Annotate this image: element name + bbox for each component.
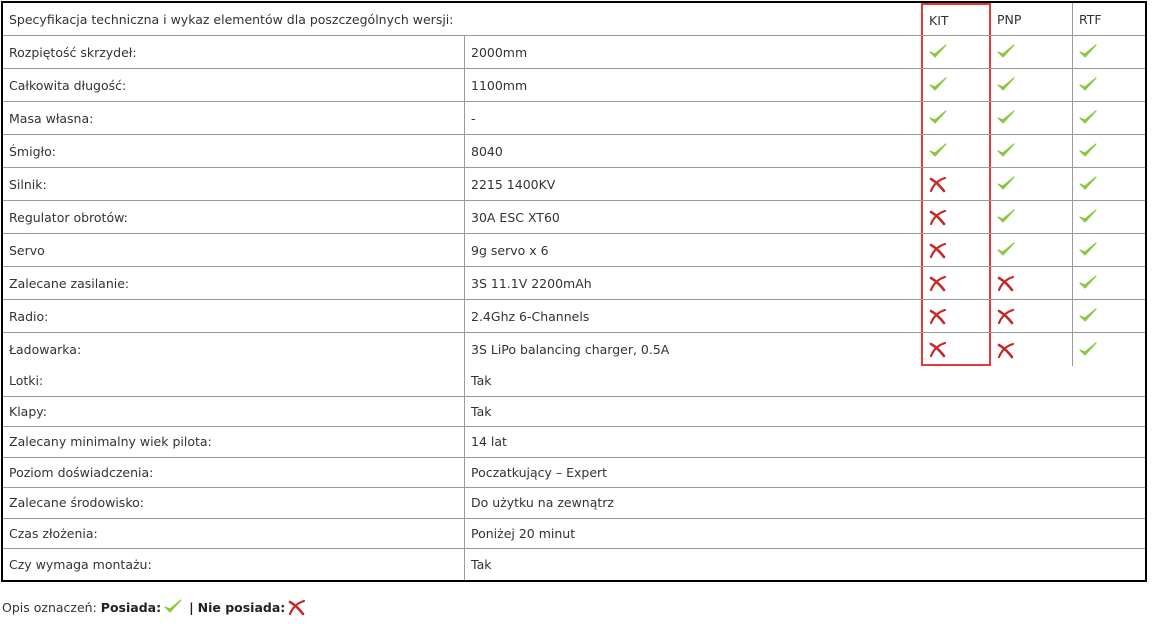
pnp-cell	[991, 168, 1073, 200]
info-value: Poniżej 20 minut	[471, 525, 576, 541]
spec-value: 2000mm	[471, 44, 528, 60]
check-icon	[928, 43, 948, 61]
table-row	[3, 333, 1145, 366]
rtf-cell	[1073, 36, 1145, 68]
kit-cell	[921, 201, 991, 233]
rtf-cell	[1073, 267, 1145, 299]
info-label: Klapy:	[3, 397, 465, 427]
pnp-cell	[991, 201, 1073, 233]
kit-cell	[921, 267, 991, 299]
kit-cell	[921, 135, 991, 167]
check-icon	[1078, 208, 1098, 226]
info-label: Zalecane środowisko:	[3, 488, 465, 518]
check-icon	[1078, 109, 1098, 127]
legend	[2, 598, 309, 616]
table-row	[3, 267, 1145, 300]
check-icon	[1078, 307, 1098, 325]
kit-cell	[921, 102, 991, 134]
pnp-cell	[991, 36, 1073, 68]
spec-label: Całkowita długość:	[3, 69, 465, 101]
legend-prefix: Opis oznaczeń:	[2, 599, 97, 615]
table-row	[3, 519, 1145, 550]
info-label: Czy wymaga montażu:	[3, 549, 465, 580]
table-row	[3, 488, 1145, 519]
pnp-cell	[991, 333, 1073, 366]
table-row	[3, 69, 1145, 102]
check-icon	[1078, 43, 1098, 61]
check-icon	[996, 241, 1016, 259]
cross-icon	[996, 274, 1016, 292]
cross-icon	[996, 307, 1016, 325]
info-label: Zalecany minimalny wiek pilota:	[3, 427, 465, 457]
check-icon	[928, 76, 948, 94]
info-label: Poziom doświadczenia:	[3, 458, 465, 488]
rtf-cell	[1073, 102, 1145, 134]
table-row	[3, 201, 1145, 234]
rtf-cell	[1073, 234, 1145, 266]
column-header-kit: KIT	[921, 3, 991, 35]
table-row	[3, 135, 1145, 168]
pnp-cell	[991, 234, 1073, 266]
pnp-cell	[991, 300, 1073, 332]
check-icon	[1078, 341, 1098, 359]
info-label: Lotki:	[3, 366, 465, 396]
info-rows	[3, 366, 1145, 580]
cross-icon	[928, 274, 948, 292]
check-icon	[1078, 76, 1098, 94]
spec-value: 30A ESC XT60	[471, 209, 560, 225]
table-row	[3, 168, 1145, 201]
rtf-cell	[1073, 201, 1145, 233]
table-row	[3, 427, 1145, 458]
spec-value: 2215 1400KV	[471, 176, 556, 192]
spec-label: Zalecane zasilanie:	[3, 267, 465, 299]
kit-cell	[921, 333, 991, 366]
spec-label: Śmigło:	[3, 135, 465, 167]
pnp-cell	[991, 69, 1073, 101]
rtf-cell	[1073, 333, 1145, 366]
pnp-cell	[991, 267, 1073, 299]
check-icon	[928, 109, 948, 127]
rtf-cell	[1073, 168, 1145, 200]
spec-table	[1, 1, 1147, 582]
info-value: 14 lat	[471, 434, 507, 450]
cross-icon	[287, 598, 307, 616]
check-icon	[996, 109, 1016, 127]
check-icon	[1078, 274, 1098, 292]
legend-has-label: Posiada:	[100, 599, 162, 615]
kit-cell	[921, 234, 991, 266]
cross-icon	[928, 307, 948, 325]
rtf-cell	[1073, 135, 1145, 167]
spec-label: Regulator obrotów:	[3, 201, 465, 233]
spec-rows	[3, 36, 1145, 366]
check-icon	[996, 76, 1016, 94]
spec-value: 3S LiPo balancing charger, 0.5A	[471, 342, 670, 357]
info-value: Tak	[471, 373, 492, 389]
cross-icon	[928, 241, 948, 259]
column-header-rtf: RTF	[1079, 11, 1102, 27]
check-icon	[996, 43, 1016, 61]
cross-icon	[928, 175, 948, 193]
table-title: Specyfikacja techniczna i wykaz elementów dla poszczególnych wersji:	[9, 11, 454, 27]
table-row	[3, 458, 1145, 489]
table-row	[3, 36, 1145, 69]
table-row	[3, 366, 1145, 397]
table-row	[3, 234, 1145, 267]
legend-not-has-label: Nie posiada:	[197, 599, 286, 615]
spec-value: 1100mm	[471, 77, 528, 93]
rtf-cell	[1073, 69, 1145, 101]
info-value: Tak	[471, 556, 492, 572]
check-icon	[996, 142, 1016, 160]
kit-cell	[921, 69, 991, 101]
check-icon	[928, 142, 948, 160]
cross-icon	[928, 208, 948, 226]
kit-cell	[921, 36, 991, 68]
kit-cell	[921, 168, 991, 200]
check-icon	[1078, 175, 1098, 193]
spec-label: Silnik:	[3, 168, 465, 200]
spec-label: Servo	[3, 234, 465, 266]
info-value: Do użytku na zewnątrz	[471, 495, 614, 511]
table-row	[3, 549, 1145, 580]
check-icon	[996, 208, 1016, 226]
cross-icon	[928, 340, 948, 358]
rtf-cell	[1073, 300, 1145, 332]
info-label: Czas złożenia:	[3, 519, 465, 549]
check-icon	[1078, 142, 1098, 160]
spec-value: 2.4Ghz 6-Channels	[471, 308, 590, 324]
pnp-cell	[991, 102, 1073, 134]
spec-value: 8040	[471, 143, 503, 159]
spec-label: Rozpiętość skrzydeł:	[3, 36, 465, 68]
spec-label: Ładowarka:	[3, 333, 465, 366]
info-value: Poczatkujący – Expert	[471, 464, 608, 480]
check-icon	[163, 598, 183, 616]
check-icon	[1078, 241, 1098, 259]
spec-label: Masa własna:	[3, 102, 465, 134]
column-header-pnp: PNP	[991, 3, 1073, 35]
spec-value: 9g servo x 6	[471, 242, 549, 258]
legend-separator: |	[189, 599, 194, 615]
spec-label: Radio:	[3, 300, 465, 332]
table-row	[3, 397, 1145, 428]
info-value: Tak	[471, 403, 492, 419]
pnp-cell	[991, 135, 1073, 167]
cross-icon	[996, 341, 1016, 359]
spec-value: 3S 11.1V 2200mAh	[471, 275, 592, 291]
kit-cell	[921, 300, 991, 332]
check-icon	[996, 175, 1016, 193]
table-row	[3, 300, 1145, 333]
table-header-row	[3, 3, 1145, 36]
spec-value: -	[471, 110, 476, 126]
table-row	[3, 102, 1145, 135]
